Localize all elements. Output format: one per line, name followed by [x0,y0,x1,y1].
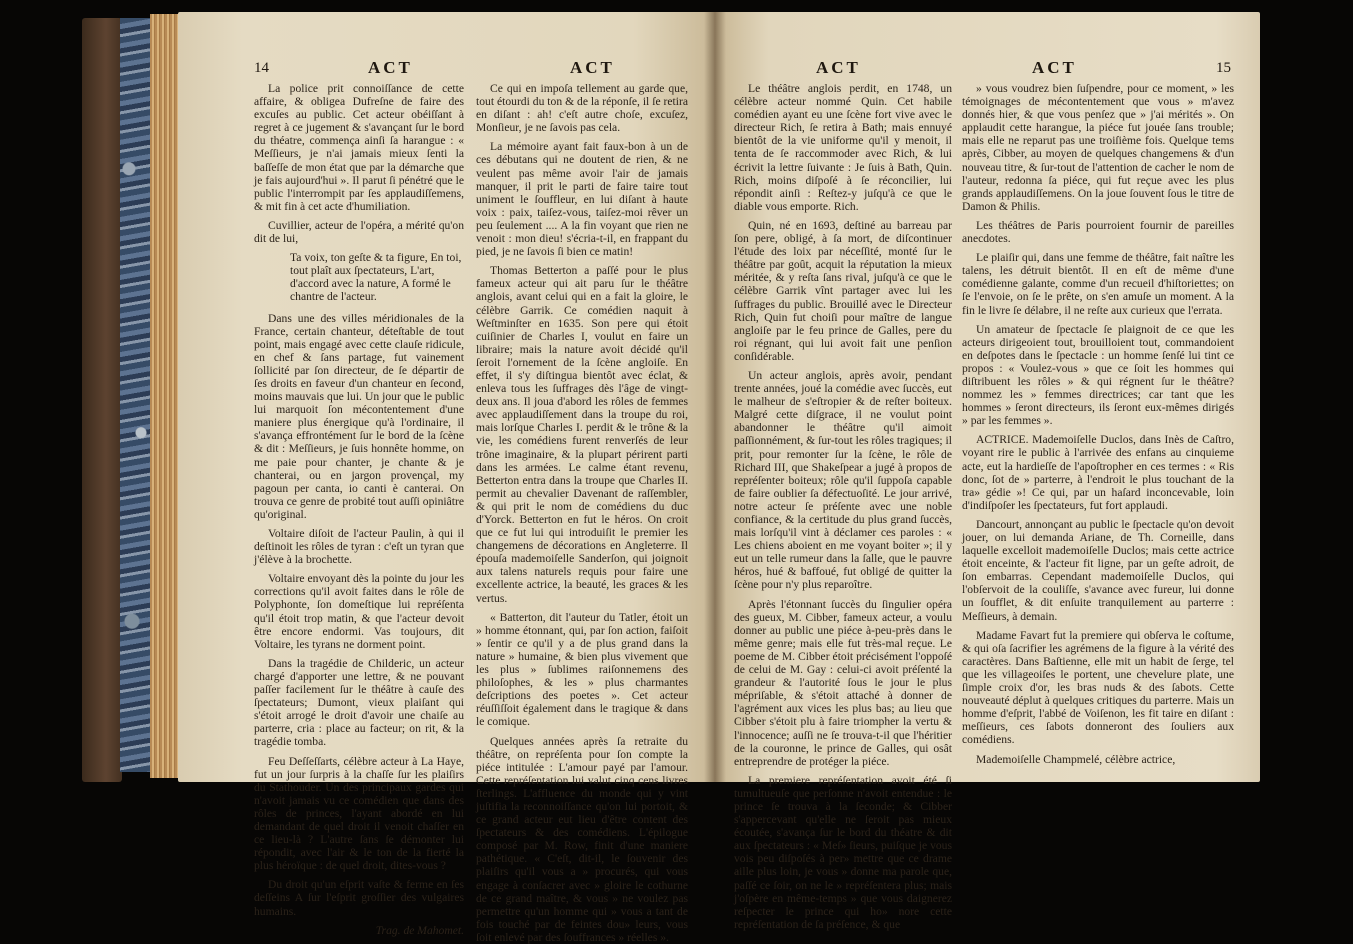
paragraph: Dans une des villes méridionales de la France, certain chanteur, déteſtable de tout point, mais engagé avec cette clauſe ridicule, en chef & ſans partage, fut vainement ſollicité par ſon directeur, de ſe départir de ſes droits en faveur d'un chanteur en ſecond, moins mauvais que lui. Un jour que le public lui marquoit ſon mécontentement d'une maniere plus énergique qu'à l'ordinaire, il s'avança effrontément ſur le bord de la ſcène & dit : Meſſieurs, je ſuis honnête homme, on me paie pour chanter, je chante & je chanterai, ou en jargon provençal, my pagoun per canta, io canti è canterai. On trouva ce genre de probité tout auſſi opiniâtre qu'original. [254,312,464,522]
paragraph: La police prit connoiſſance de cette affaire, & obligea Dufreſne de faire des excuſes au public. Cet acteur obéiſſant à regret à ce jugement & s'avançant ſur le bord du théatre, commença ainſi ſa harangue : « Meſſieurs, je n'ai jamais mieux ſenti la baſſeſſe de mon état que par la démarche que je fais aujourd'hui ». Il parut ſi pénétré que le public l'interrompit par ſes applaudiſſemens, & mit fin à cet acte d'humiliation. [254,82,464,213]
text-column [476,82,688,772]
paragraph: Feu Deſſeſſarts, célèbre acteur à La Haye, fut un jour ſurpris à la chaſſe ſur les plaiſirs du Stathouder. Un des principaux gardes qui n'avoit jamais vu ce comédien que dans des rôles de princes, l'ayant abordé en lui demandant de quel droit il venoit chaſſer en ce lieu-là ? L'autre ſans ſe démonter lui répondit, avec l'air & le ton de la fierté la plus héroïque : de quel droit, dites-vous ? [254,755,464,873]
paragraph: Les théâtres de Paris pourroient fournir de pareilles anecdotes. [962,219,1234,245]
marbled-endpaper [120,18,150,772]
paragraph: « Batterton, dit l'auteur du Tatler, étoit un » homme étonnant, qui, par ſon action, faiſoit » ſentir ce qu'il y a de plus grand dans la nature » humaine, & bien plus vivement que les plus » ſublimes raiſonnemens des philoſophes, & les » plus charmantes deſcriptions des poetes ». Cet acteur réuſſiſſoit également dans le tragique & dans le comique. [476,611,688,729]
paragraph: Dancourt, annonçant au public le ſpectacle qu'on devoit jouer, on lui demanda Ariane, de Th. Corneille, dans laquelle excelloit mademoiſelle Duclos; mais cette actrice étoit enceinte, & l'acteur fit ligne, par un geſte adroit, de ſon embarras. Cependant mademoiſelle Duclos, qui l'obſervoit de la couliſſe, s'avance avec fureur, lui donne un ſoufflet, & dit enſuite tranquilement au parterre : Meſſieurs, à demain. [962,518,1234,623]
paragraph: La premiere repréſentation avoit été ſi tumultueuſe que perſonne n'avoit entendue : le prince ſe trouva à la ſeconde; & Cibber s'appercevant qu'elle ne ſeroit pas mieux écoutée, s'avança ſur le bord du théatre & dit aux ſpectateurs : « Meſ» ſieurs, puiſque je vous vois peu diſpoſés à per» mettre que ce drame aille plus loin, je vous » donne ma parole que, paſſé ce ſoir, on ne le » repréſentera plus; mais j'oſpère en même-temps » que vous daignerez reſpecter le prince qui ho» nore cette repréſentation de ſa préſence, & que [734,774,952,931]
paragraph: » vous voudrez bien ſuſpendre, pour ce moment, » les témoignages de mécontentement que vous » m'avez donnés hier, & que vous penſez que » j'ai mérités ». On applaudit cette harangue, la piéce fut jouée ſans trouble; mais elle ne reparut pas une troiſième fois. Quelque tems après, Cibber, au moyen de quelques changemens & d'un nouveau titre, & ſur-tout de l'attention de cacher le nom de l'auteur, redonna ſa piéce, qui fut reçue avec les plus grands applaudiſſemens. On la joue ſouvent ſous le titre de Damon & Philis. [962,82,1234,213]
paragraph: Ce qui en impoſa tellement au garde que, tout étourdi du ton & de la réponſe, il ſe retira en diſant : ah! c'eſt autre choſe, excuſez, Monſieur, je ne ſavois pas cela. [476,82,688,134]
citation: Trag. de Mahomet. [254,924,464,937]
paragraph: La mémoire ayant fait faux-bon à un de ces débutans qui ne doutent de rien, & ne veulent pas même avoir l'air de jamais manquer, il prit le parti de faire taire tout uniment le ſouffleur, en lui diſant à haute voix : paix, taiſez-vous, taiſez-moi rêver un peu ſeulement .... A la fin voyant que rien ne venoit : mon dieu! s'écria-t-il, en frappant du pied, je ne ſavois ſi bien ce matin! [476,140,688,258]
paragraph: Voltaire diſoit de l'acteur Paulin, à qui il deſtinoit les rôles de tyran : c'eſt un tyran que j'élève à la brochette. [254,527,464,566]
paragraph: Thomas Betterton a paſſé pour le plus fameux acteur qui ait paru ſur le théâtre anglois, avant celui qui en a fait la gloire, le célèbre Garrik. Ce comédien naquit à Weſtminſter en 1635. Son pere qui étoit cuiſinier de Charles I, voulut en faire un libraire; mais la nature avoit décidé qu'il ſeroit l'ornement de la ſcène angloiſe. En effet, il s'y diſtingua bientôt avec éclat, & enleva tous les ſuffrages dès l'âge de vingt-deux ans. Il joua d'abord les rôles de femmes avec applaudiſſement dans la troupe du roi, mais lorſque Charles I. perdit & le trône & la vie, les comédiens furent renverſés de leur trône imaginaire, & la plupart périrent parti dans les armées. Le calme étant revenu, Betterton entra dans la troupe que Charles II. permit au chevalier Davenant de raſſembler, & qui prit le nom de comédiens du duc d'Yorck. Betterton en fut le héros. On croit que ce fut lui qui introduiſit le premier les changemens de décorations en Angleterre. Il épouſa mademoiſelle Sanderſon, qui joignoit aux talens naturels requis pour faire une excellente actrice, la beauté, les graces & les vertus. [476,264,688,604]
paragraph: Voltaire envoyant dès la pointe du jour les corrections qu'il avoit faites dans le rôle de Polyphonte, ſon domeſtique lui repréſenta qu'il étoit trop matin, & que l'acteur devoit être encore endormi. Vas toujours, dit Voltaire, les tyrans ne dorment point. [254,572,464,651]
paragraph: Dans la tragédie de Childeric, un acteur chargé d'apporter une lettre, & ne pouvant paſſer facilement ſur le théâtre à cauſe des ſpectateurs; Dumont, vieux plaiſant qui s'étoit arrogé le droit d'avoir une chaiſe au parterre, cria : place au facteur; on rit, & la tragédie tomba. [254,657,464,749]
running-header: ACT [368,58,413,78]
book-cover-spine [82,18,122,782]
running-header: ACT [1032,58,1077,78]
page-number: 14 [254,60,269,77]
paragraph: Cuvillier, acteur de l'opéra, a mérité qu'on dit de lui, [254,219,464,245]
text-column [734,82,952,772]
paragraph: Un acteur anglois, après avoir, pendant trente années, joué la comédie avec ſuccès, eut le malheur de s'eſtropier & de reſter boiteux. Malgré cette diſgrace, il ne voulut point abandonner le théâtre qu'il aimoit paſſionnément, & ſur-tout les rôles tragiques; il prit, pour remonter ſur la ſcène, le rôle de Richard III, que Shakeſpear a jugé à propos de repréſenter boiteux; rôle qu'il ſuppoſa capable de faire oublier ſa défectuoſité. Le jour arrivé, notre acteur ſe préſente avec une noble confiance, & la certitude du plus grand ſuccès, mais lorſqu'il vint à déclamer ces paroles : « Les chiens aboient en me voyant boiter »; il y eut un telle rumeur dans la ſalle, que le pauvre héros, hué & baffoué, fut obligé de quitter la ſcène pour n'y plus reparoître. [734,369,952,592]
paragraph: Après l'étonnant ſuccès du ſingulier opéra des gueux, M. Cibber, fameux acteur, a voulu donner au public une piéce à-peu-près dans le même genre; mais elle fut très-mal reçue. Le poeme de M. Cibber étoit précisément l'oppoſé de celui de M. Gay : celui-ci avoit préſenté la grandeur & l'autorité ſous le jour le plus mépriſable, & s'étoit attaché à donner de l'agrément aux vices les plus bas; au lieu que Cibber s'étoit plu à faire triompher la vertu & l'innocence; auſſi ne ſe trouva-t-il que l'héritier de la couronne, le prince de Galles, qui osât entreprendre de protéger la piéce. [734,598,952,768]
page-number: 15 [1216,60,1231,77]
verse: Ta voix, ton geſte & ta figure, En toi, tout plaît aux ſpectateurs, L'art, d'accord avec la nature, A formé le chantre de l'acteur. [290,251,464,303]
paragraph: Le théâtre anglois perdit, en 1748, un célèbre acteur nommé Quin. Cet habile comédien ayant eu une ſcène fort vive avec le directeur Rich, ſe retira à Bath; mais ennuyé bientôt de la vie uniforme qu'il y menoit, il tenta de ſe raccommoder avec Rich, & lui écrivit la lettre ſuivante : Je ſuis à Bath, Quin. Rich, moins diſpoſé à ſe réconcilier, lui répondit ainſi : Reſtez-y juſqu'à ce que le diable vous emporte. Rich. [734,82,952,213]
paragraph: Mademoiſelle Champmelé, célèbre actrice, [962,753,1234,766]
paragraph: Quin, né en 1693, deſtiné au barreau par ſon pere, obligé, à ſa mort, de diſcontinuer l'étude des loix par néceſſité, monté ſur le théâtre par goût, acquit la réputation la mieux méritée, & y reſta ſans rival, juſqu'à ce que le célèbre Garrik vînt partager avec lui les ſuffrages du public. Brouillé avec le Directeur Rich, Quin fut choiſi pour maître de langue angloiſe par le feu prince de Galles, pere du roi régnant, qui lui avoit fait une penſion conſidérable. [734,219,952,363]
paragraph: ACTRICE. Mademoiſelle Duclos, dans Inès de Caſtro, voyant rire le public à l'arrivée des enfans au cinquieme acte, eut la hardieſſe de l'apoſtropher en ces termes : « Ris donc, ſot de » parterre, à l'endroit le plus touchant de la tra» gédie »! Ce qui, par un haſard inconcevable, loin d'indiſpoſer les ſpectateurs, fut fort applaudi. [962,433,1234,512]
text-column [962,82,1234,772]
right-page [714,12,1260,782]
paragraph: Madame Favart fut la premiere qui obſerva le coſtume, & qui oſa ſacrifier les agrémens de la figure à la vérité des caractères. Dans Baſtienne, elle mit un habit de ſerge, tel que les villageoiſes le portent, une chevelure plate, une ſimple croix d'or, les bras nuds & des ſabots. Cette nouveauté déplut à quelques critiques du parterre. Mais un homme d'eſprit, l'abbé de Voiſenon, les fit taire en diſant : meſſieurs, ces ſabots donneront des ſouliers aux comédiens. [962,629,1234,747]
paragraph: Quelques années après ſa retraite du théâtre, on repréſenta pour ſon compte la piéce intitulée : L'amour payé par l'amour. Cette repréſentation lui valut cinq cens livres ſterlings. L'affluence du monde qui y vint juſtifia la reconnoiſſance qu'on lui portoit, & ce grand acteur eut lieu d'être content des ſpectateurs & des comédiens. L'épilogue composé par M. Row, finit d'une maniere pathétique. « C'eſt, dit-il, le ſouvenir des plaiſirs qu'il vous a » procurés, qui vous engage à conſacrer avec » gloire le cothurne de ce grand maître, & vous » ne voulez pas permettre qu'un homme qui » vous a tant de fois touché par de feintes dou» leurs, vous ſoit enlevé par des ſouffrances » réelles ». [476,735,688,944]
book-gutter [704,12,726,782]
running-header: ACT [816,58,861,78]
verse: Du droit qu'un eſprit vaſte & ferme en ſes deſſeins A ſur l'eſprit groſſier des vulgaires humains. [254,878,464,917]
text-column [254,82,464,772]
left-page [178,12,714,782]
running-header: ACT [570,58,615,78]
paragraph: Un amateur de ſpectacle ſe plaignoit de ce que les acteurs dirigeoient tout, brouilloient tout, commandoient en deſpotes dans le ſpectacle : un homme ſenſé lui tint ce propos : « Voulez-vous » que ce ſoit les hommes qui diſtribuent les rôles » & qui régnent ſur le théâtre? nommez les » femmes directrices; car tant que les hommes » ſeront directeurs, ils ſeront eux-mêmes dirigés » par les femmes ». [962,323,1234,428]
paragraph: Le plaiſir qui, dans une femme de théâtre, fait naître les talens, les détruit bientôt. Il en eſt de même d'une comédienne galante, comme d'un recueil d'hiſtoriettes; on ſe l'envoie, on ſe le prête, on s'en amuſe un moment. A la fin le livre ſe délabre, il ne reſte aux curieux que l'errata. [962,251,1234,316]
